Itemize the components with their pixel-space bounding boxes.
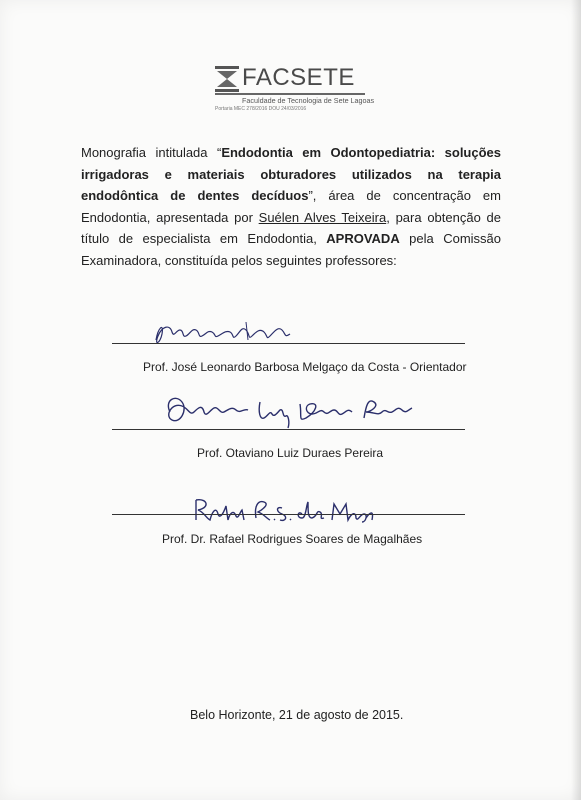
- signature-3-image: [190, 496, 380, 524]
- monograph-title: Endodontia em Odontopediatria: soluções irrigadoras e materiais obturadores utilizados na terapia endodôntica de dentes decíduos: [81, 145, 501, 203]
- examiner-2-name: Prof. Otaviano Luiz Duraes Pereira: [197, 446, 384, 460]
- para-text-3: , para obtenção de título de especialista em Endodontia,: [81, 209, 501, 246]
- para-text-4: pela Comissão Examinadora, constituída pelos seguintes professores:: [81, 231, 501, 268]
- logo-divider: [215, 93, 365, 95]
- approved-label: APROVADA: [326, 231, 400, 246]
- signature-line-1: [112, 343, 465, 344]
- signature-line-2: [112, 429, 465, 430]
- examiner-1-name: Prof. José Leonardo Barbosa Melgaço da Costa - Orientador: [143, 360, 467, 374]
- logo-subtitle: Faculdade de Tecnologia de Sete Lagoas: [242, 96, 375, 105]
- signature-line-3: [112, 514, 465, 515]
- approval-paragraph: [81, 142, 501, 271]
- city-date: Belo Horizonte, 21 de agosto de 2015.: [190, 708, 404, 722]
- facsete-logo-mark-icon: [215, 66, 239, 92]
- examiner-3-name: Prof. Dr. Rafael Rodrigues Soares de Magalhães: [162, 532, 423, 546]
- para-text-2: ”, área de concentração em Endodontia, apresentada por: [81, 188, 501, 225]
- facsete-logo: [215, 66, 375, 118]
- signature-2-image: [160, 392, 420, 432]
- author-name: Suélen Alves Teixeira: [258, 209, 387, 225]
- para-text-1: Monografia intitulada “: [81, 145, 222, 160]
- page-edge-shadow: [571, 0, 581, 800]
- logo-name: FACSETE: [242, 64, 355, 91]
- logo-portaria: Portaria MEC 278/2016 DOU 24/03/2016: [215, 106, 307, 112]
